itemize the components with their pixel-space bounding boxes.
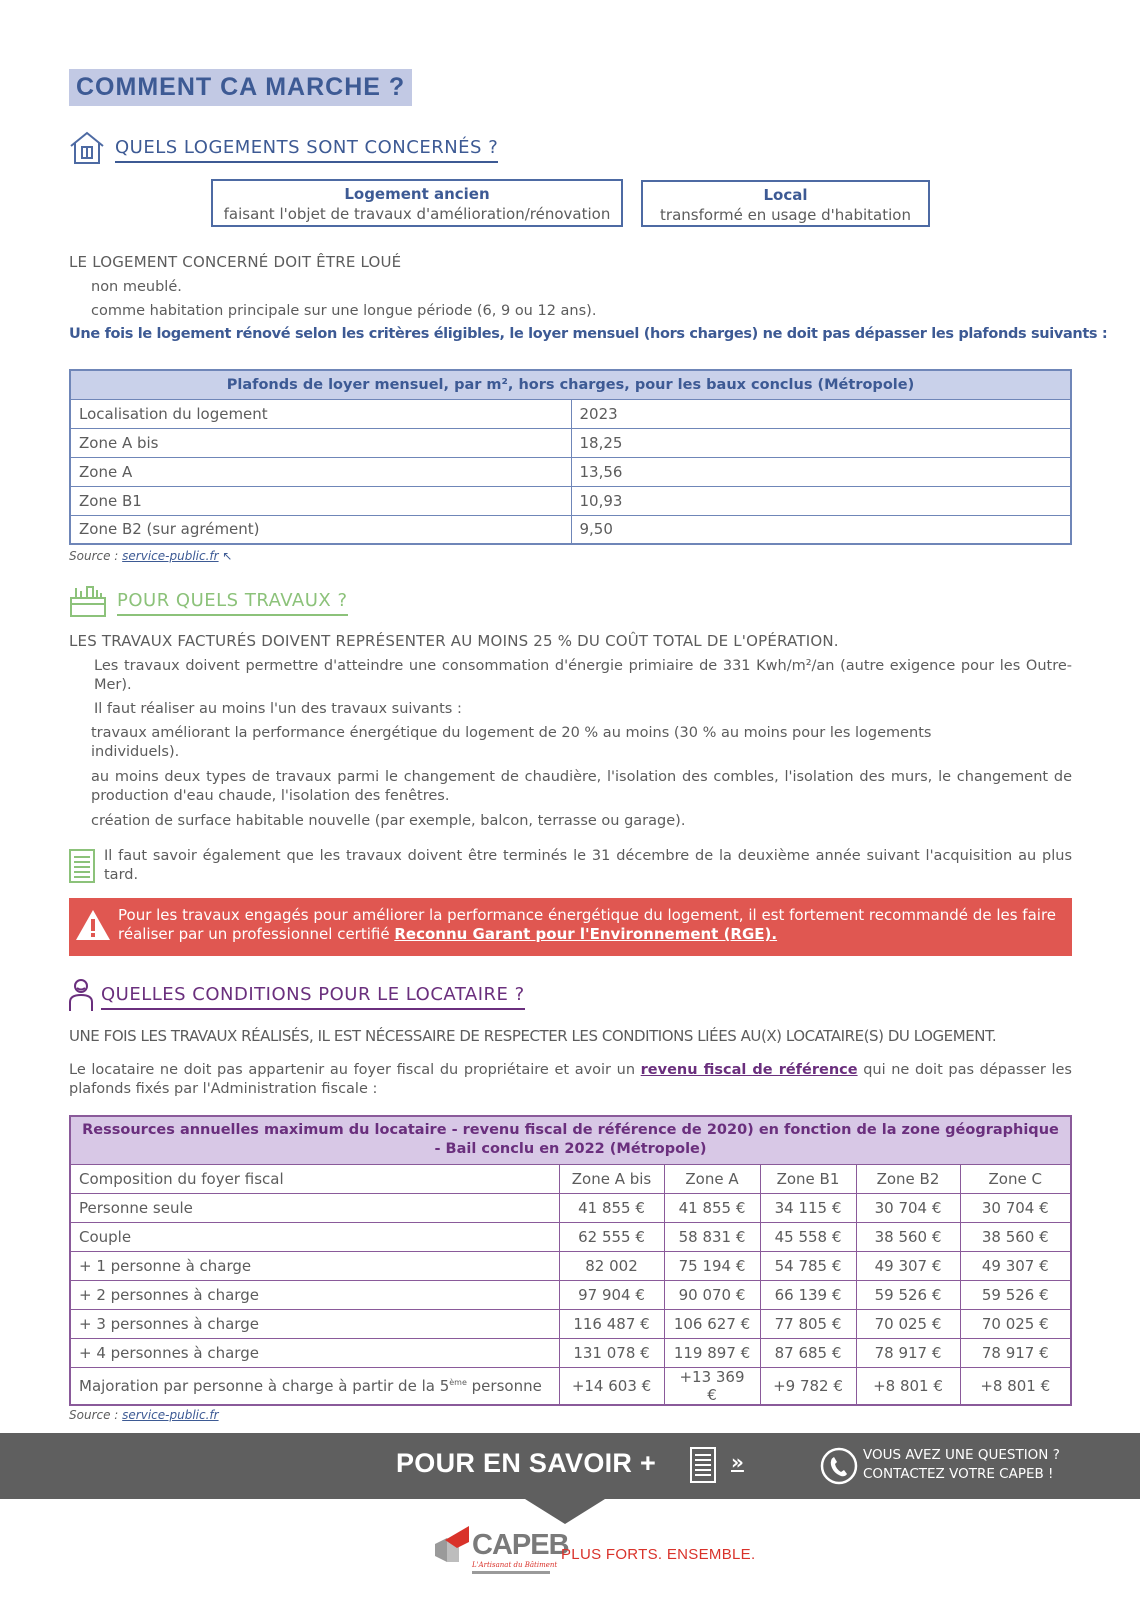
table-cell: +8 801 € (960, 1367, 1071, 1405)
table-cell: 70 025 € (960, 1309, 1071, 1338)
table-cell: +13 369 € (664, 1367, 760, 1405)
box-logement-ancien (211, 179, 623, 227)
locataire-paragraph (69, 1061, 1072, 1099)
table-cell: 49 307 € (856, 1251, 960, 1280)
rge-link[interactable]: Reconnu Garant pour l'Environnement (RGE). (394, 925, 778, 943)
table-cell: + 1 personne à charge (70, 1251, 559, 1280)
source-label: Source : (69, 549, 119, 563)
table-cell: 78 917 € (856, 1338, 960, 1367)
table-cell: 45 558 € (760, 1222, 856, 1251)
table-cell: +9 782 € (760, 1367, 856, 1405)
table-row (70, 1367, 1071, 1405)
table-title: Ressources annuelles maximum du locataire - revenu fiscal de référence de 2020) en fonction de la zone géographique - Bail conclu en 2022 (Métropole) (70, 1116, 1071, 1164)
table-cell: 78 917 € (960, 1338, 1071, 1367)
house-icon (69, 131, 105, 169)
table-cell: 38 560 € (856, 1222, 960, 1251)
table-cell: 131 078 € (559, 1338, 664, 1367)
table-cell: 59 526 € (856, 1280, 960, 1309)
travaux-note: Il faut savoir également que les travaux doivent être terminés le 31 décembre de la deuxième année suivant l'acquisition au plus tard. (104, 848, 1072, 883)
warning-text: Pour les travaux engagés pour améliorer la performance énergétique du logement, il est fortement recommandé de les faire réaliser par un professionnel certifié (118, 906, 1057, 943)
box-title: Logement ancien (344, 185, 490, 203)
travaux-subitem: au moins deux types de travaux parmi le changement de chaudière, l'isolation des combles, l'isolation des murs, le changement de production d'eau chaude, l'isolation des fenêtres. (91, 769, 1072, 804)
footer-arrow (525, 1499, 605, 1524)
table-row (70, 457, 1071, 486)
table-cell: 116 487 € (559, 1309, 664, 1338)
capeb-logo-underline (472, 1571, 550, 1574)
document-icon[interactable] (690, 1447, 716, 1487)
slogan: PLUS FORTS. ENSEMBLE. (561, 1546, 756, 1563)
rge-warning-banner (69, 898, 1072, 956)
table-cell: 30 704 € (856, 1193, 960, 1222)
table-row (70, 486, 1071, 515)
phone-icon (820, 1447, 858, 1489)
table-row (70, 1193, 1071, 1222)
contact-text (863, 1446, 1060, 1484)
rented-item: non meublé. (91, 279, 182, 295)
table-cell: +14 603 € (559, 1367, 664, 1405)
table-cell: 13,56 (571, 457, 1071, 486)
document-note-icon (69, 849, 95, 887)
label-text: personne (466, 1376, 542, 1395)
table-cell: + 2 personnes à charge (70, 1280, 559, 1309)
section-locataire-heading (69, 978, 525, 1016)
table-row (70, 1338, 1071, 1367)
table-cell: Zone B1 (70, 486, 571, 515)
table-cell: 97 904 € (559, 1280, 664, 1309)
table-cell: Zone B1 (760, 1164, 856, 1193)
table-cell: 10,93 (571, 486, 1071, 515)
section-title: QUELLES CONDITIONS POUR LE LOCATAIRE ? (101, 984, 525, 1010)
table-cell: 34 115 € (760, 1193, 856, 1222)
table-cell: 2023 (571, 399, 1071, 428)
box-text: faisant l'objet de travaux d'amélioration/rénovation (223, 205, 611, 223)
table-cell: 54 785 € (760, 1251, 856, 1280)
table-cell: Zone B2 (sur agrément) (70, 515, 571, 544)
question-line: CONTACTEZ VOTRE CAPEB ! (863, 1466, 1054, 1482)
table-row (70, 1280, 1071, 1309)
table-cell: 106 627 € (664, 1309, 760, 1338)
box-title: Local (763, 186, 808, 204)
table-title: Plafonds de loyer mensuel, par m², hors charges, pour les baux conclus (Métropole) (70, 370, 1071, 399)
section-logements-heading (69, 131, 498, 169)
travaux-subitem: travaux améliorant la performance énergétique du logement de 20 % au moins (30 % au moins pour les logements individuels). (91, 725, 932, 760)
capeb-logo-subtitle: L'Artisanat du Bâtiment (472, 1561, 558, 1569)
capeb-logo-icon (433, 1524, 473, 1568)
rented-heading: LE LOGEMENT CONCERNÉ DOIT ÊTRE LOUÉ (69, 253, 402, 271)
page-title: COMMENT CA MARCHE ? (69, 69, 412, 106)
table-cell: Zone C (960, 1164, 1071, 1193)
source-link[interactable]: service-public.fr (122, 1408, 219, 1422)
table-row (70, 428, 1071, 457)
table-cell: Zone A bis (559, 1164, 664, 1193)
table-row (70, 1222, 1071, 1251)
rent-ceiling-table (69, 369, 1072, 545)
person-icon (69, 978, 93, 1016)
table-cell: 75 194 € (664, 1251, 760, 1280)
table-cell: 77 805 € (760, 1309, 856, 1338)
table-header-row (70, 399, 1071, 428)
footer-bar (0, 1433, 1140, 1499)
table-cell: 90 070 € (664, 1280, 760, 1309)
table-cell: Couple (70, 1222, 559, 1251)
para-text: Le locataire ne doit pas appartenir au foyer fiscal du propriétaire et avoir un (69, 1062, 641, 1078)
travaux-item: Il faut réaliser au moins l'un des travaux suivants : (94, 701, 462, 717)
table-cell: 66 139 € (760, 1280, 856, 1309)
source-link[interactable]: service-public.fr (122, 549, 219, 563)
table-cell: Zone B2 (856, 1164, 960, 1193)
table-cell: 41 855 € (559, 1193, 664, 1222)
table-cell: Zone A bis (70, 428, 571, 457)
table-cell: 30 704 € (960, 1193, 1071, 1222)
table-cell: 41 855 € (664, 1193, 760, 1222)
question-line: VOUS AVEZ UNE QUESTION ? (863, 1447, 1060, 1463)
table-cell: Zone A (664, 1164, 760, 1193)
table-cell: 82 002 (559, 1251, 664, 1280)
table-row (70, 515, 1071, 544)
cursor-icon: ↖ (222, 549, 233, 563)
section-travaux-heading (69, 584, 348, 622)
table-cell: 59 526 € (960, 1280, 1071, 1309)
box-local (641, 180, 930, 227)
source-label: Source : (69, 1408, 119, 1422)
more-info-link[interactable]: » (731, 1450, 744, 1474)
table-cell: 9,50 (571, 515, 1071, 544)
table-cell: 49 307 € (960, 1251, 1071, 1280)
table-cell: 38 560 € (960, 1222, 1071, 1251)
table-row (70, 1309, 1071, 1338)
rented-item: comme habitation principale sur une longue période (6, 9 ou 12 ans). (91, 303, 597, 319)
revenu-fiscal-link[interactable]: revenu fiscal de référence (640, 1062, 858, 1078)
section-title: QUELS LOGEMENTS SONT CONCERNÉS ? (115, 137, 498, 163)
table-cell: 70 025 € (856, 1309, 960, 1338)
section-title: POUR QUELS TRAVAUX ? (117, 590, 348, 616)
table-header-row (70, 1164, 1071, 1193)
travaux-item: Les travaux doivent permettre d'atteindre une consommation d'énergie primiaire de 331 Kwh/m²/an (autre exigence pour les Outre-Mer). (94, 658, 1072, 693)
ceiling-note: Une fois le logement rénové selon les critères éligibles, le loyer mensuel (hors charges) ne doit pas dépasser les plafonds suivants : (69, 326, 1108, 342)
toolbox-icon (69, 584, 107, 622)
income-ceiling-table (69, 1115, 1072, 1406)
label-sup: ème (449, 1377, 467, 1387)
capeb-logo-text: CAPEB (472, 1529, 569, 1561)
table-cell: 18,25 (571, 428, 1071, 457)
travaux-heading: LES TRAVAUX FACTURÉS DOIVENT REPRÉSENTER AU MOINS 25 % DU COÛT TOTAL DE L'OPÉRATION. (69, 632, 839, 650)
para-text: qui ne doit pas dépasser les plafonds fixés par l'Administration fiscale : (69, 1062, 1072, 1097)
table-cell (70, 1367, 559, 1405)
table-cell: Composition du foyer fiscal (70, 1164, 559, 1193)
warning-icon (75, 908, 111, 947)
table-cell: + 4 personnes à charge (70, 1338, 559, 1367)
source-line (69, 549, 232, 563)
table-cell: + 3 personnes à charge (70, 1309, 559, 1338)
table-cell: 119 897 € (664, 1338, 760, 1367)
label-text: Majoration par personne à charge à partir de la 5 (79, 1376, 450, 1395)
table-cell: Zone A (70, 457, 571, 486)
source-line (69, 1408, 219, 1422)
table-cell: 62 555 € (559, 1222, 664, 1251)
table-row (70, 1251, 1071, 1280)
travaux-subitem: création de surface habitable nouvelle (par exemple, balcon, terrasse ou garage). (91, 813, 686, 829)
savoir-plus-label: POUR EN SAVOIR + (396, 1448, 657, 1478)
locataire-heading: UNE FOIS LES TRAVAUX RÉALISÉS, IL EST NÉCESSAIRE DE RESPECTER LES CONDITIONS LIÉES AU(X) LOCATAIRE(S) DU LOGEMENT. (69, 1027, 997, 1045)
box-text: transformé en usage d'habitation (660, 206, 911, 224)
table-cell: +8 801 € (856, 1367, 960, 1405)
table-cell: Personne seule (70, 1193, 559, 1222)
table-cell: 58 831 € (664, 1222, 760, 1251)
table-cell: Localisation du logement (70, 399, 571, 428)
table-cell: 87 685 € (760, 1338, 856, 1367)
